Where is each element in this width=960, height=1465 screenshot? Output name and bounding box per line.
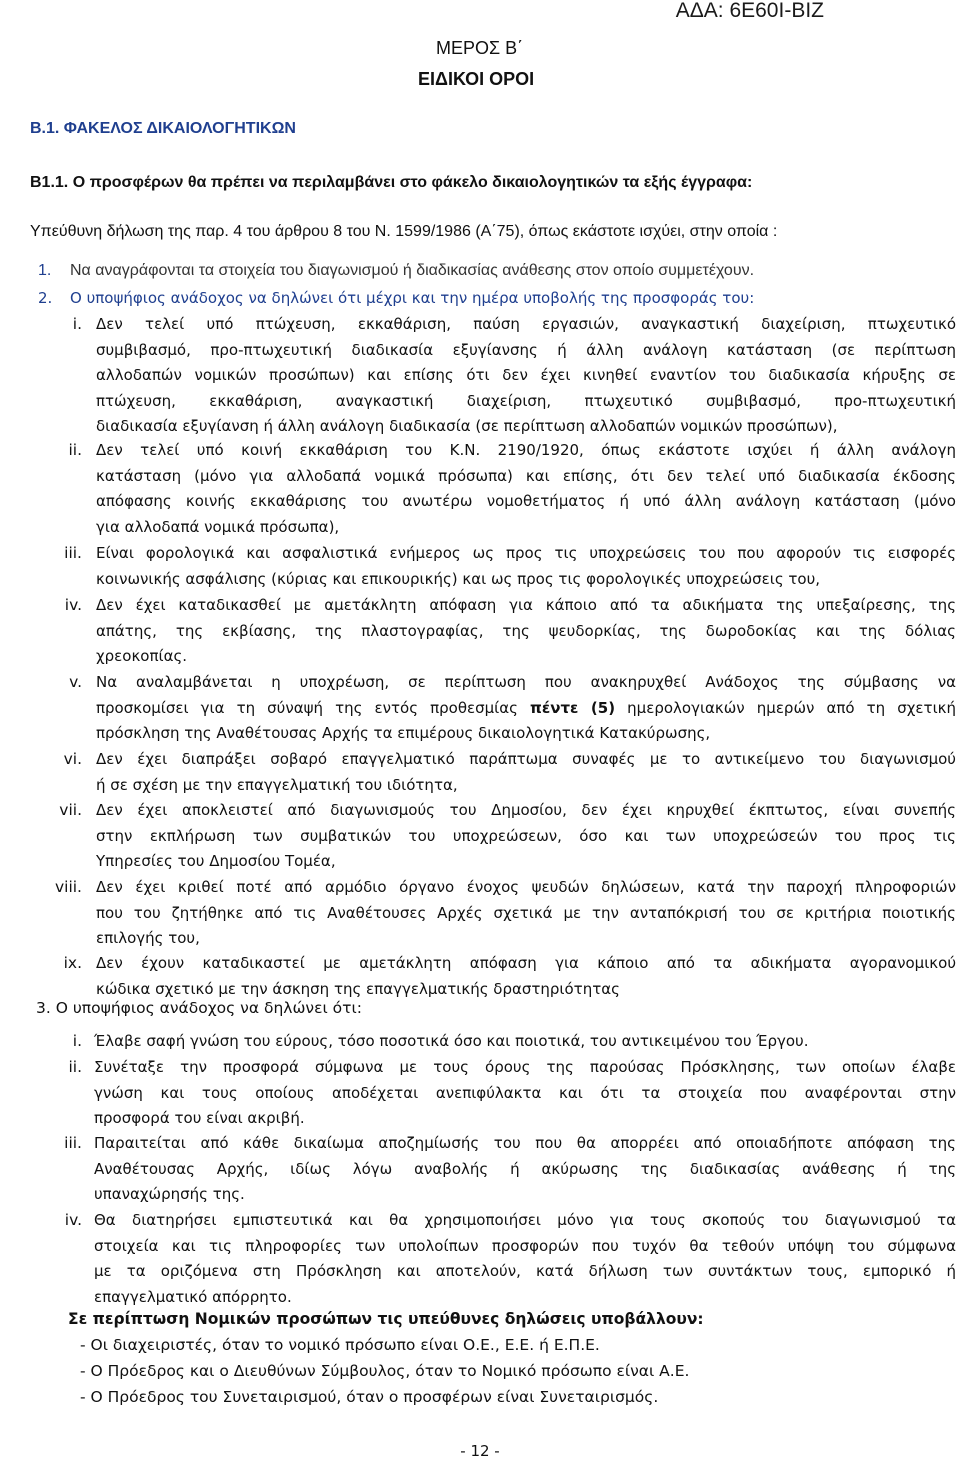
subitem-line: που του ζητήθηκε από τις Αναθέτουσες Αρχές σχετικά με την ανταπόκρισή του σε κριτήρια ποιοτικής <box>96 903 956 922</box>
subitem-line: συμβιβασμό, προ-πτωχευτική διαδικασία εξυγίανσης ή άλλη ανάλογη κατάσταση (σε περίπτωση <box>96 340 956 359</box>
subitem-line: υπαναχώρησής της. <box>94 1185 245 1204</box>
subitem-line: Συνέταξε την προσφορά σύμφωνα με τους όρους της παρούσας Πρόσκλησης, των οποίων έλαβε <box>94 1058 956 1076</box>
subitem-number: iii. <box>64 544 82 562</box>
subitem-line: Είναι φορολογικά και ασφαλιστικά ενήμερος ως προς τις υποχρεώσεις του που αφορούν τις εισφορές <box>96 544 956 562</box>
subitem-line: Δεν έχει αποκλειστεί από διαγωνισμούς του Δημοσίου, δεν έχει κηρυχθεί έκπτωτος, είναι συνεπής <box>96 801 956 819</box>
subitem-line: κατάσταση (μόνο για αλλοδαπά νομικά πρόσωπα) και επίσης, ότι δεν τελεί υπό διαδικασία έκδοσης <box>96 466 956 485</box>
subitem-number: ix. <box>63 954 82 972</box>
subitem-line: ή σε σχέση με την επαγγελματική του ιδιότητα, <box>96 775 458 794</box>
legal-persons-item: - Ο Πρόεδρος και ο Διευθύνων Σύμβουλος, όταν το Νομικό πρόσωπο είναι Α.Ε. <box>80 1362 690 1380</box>
subitem-line: Θα διατηρήσει εμπιστευτικά και θα χρησιμοποιήσει μόνο για τους σκοπούς του διαγωνισμού τα <box>94 1211 956 1229</box>
subitem-line: κοινωνικής ασφάλισης (κύριας και επικουρικής) και ως προς τις φορολογικές υποχρεώσεις του, <box>96 569 821 588</box>
subitem-line: απάτης, της εκβίασης, της πλαστογραφίας, της ψευδορκίας, της δωροδοκίας και της δόλιας <box>96 621 956 640</box>
subitem-line: πρόσκληση της Αναθέτουσας Αρχής τα επιμέρους δικαιολογητικά Κατακύρωσης, <box>96 724 711 743</box>
item1-text: Να αναγράφονται τα στοιχεία του διαγωνισμού ή διαδικασίας ανάθεσης στον οποίο συμμετέχουν. <box>70 262 755 279</box>
subitem-line: Δεν τελεί υπό κοινή εκκαθάριση του Κ.Ν. 2190/1920, όπως εκάστοτε ισχύει ή άλλη ανάλογη <box>96 441 956 459</box>
deadline-days: πέντε (5) <box>530 698 616 717</box>
subitem-number: ii. <box>68 1058 82 1076</box>
subitem-number: i. <box>72 1032 82 1050</box>
subitem-text: προσκομίσει για τη σύναψή της εντός προθεσμίας <box>96 698 531 717</box>
subitem-line: Αναθέτουσας Αρχής, ιδίως λόγω αναβολής ή ακύρωσης της διαδικασίας ανάθεσης ή της <box>94 1159 956 1178</box>
subitem-text: ημερολογιακών ημερών από τη σχετική <box>615 698 956 717</box>
item3-heading: 3. Ο υποψήφιος ανάδοχος να δηλώνει ότι: <box>36 999 362 1017</box>
item2-text: Ο υποψήφιος ανάδοχος να δηλώνει ότι μέχρι και την ημέρα υποβολής της προσφοράς του: <box>70 289 755 307</box>
subitem-line: Δεν τελεί υπό πτώχευση, εκκαθάριση, παύση εργασιών, αναγκαστική διαχείριση, πτωχευτικό <box>96 315 956 333</box>
item1-number: 1. <box>38 262 52 279</box>
subitem-line: Δεν έχει διαπράξει σοβαρό επαγγελματικό παράπτωμα συναφές με το αντικείμενο του διαγωνισμού <box>96 750 956 768</box>
subitem-line: προσφορά του είναι ακριβή. <box>94 1109 305 1128</box>
subitem-line: απόφασης κοινής εκκαθάρισης του ανωτέρω νομοθετήματος ή υπό άλλη ανάλογη κατάσταση (μόνο <box>96 492 956 511</box>
subitem-line: Παραιτείται από κάθε δικαίωμα αποζημίωσής του που θα απορρέει από οποιαδήποτε απόφαση της <box>94 1134 956 1152</box>
subitem-line <box>96 699 956 717</box>
subitem-line: Να αναλαμβάνεται η υποχρέωση, σε περίπτωση που ανακηρυχθεί Ανάδοχος της σύμβασης να <box>96 673 956 691</box>
subitem-number: iv. <box>64 1211 82 1229</box>
subitem-line: επιλογής του, <box>96 929 200 948</box>
subitem-number: iii. <box>64 1134 82 1152</box>
item2-number: 2. <box>38 289 53 307</box>
subitem-number: i. <box>72 315 82 333</box>
subitem-line: Υπηρεσίες του Δημοσίου Τομέα, <box>96 852 336 871</box>
intro-text: Υπεύθυνη δήλωση της παρ. 4 του άρθρου 8 του Ν. 1599/1986 (Α΄75), όπως εκάστοτε ισχύει, στην οποία : <box>30 223 778 240</box>
subitem-line: στην εκπλήρωση των συμβατικών του υποχρεώσεων, όσο και των υποχρεώσεών του προς τις <box>96 826 956 845</box>
subitem-line: Δεν έχει κριθεί ποτέ από αρμόδιο όργανο ένοχος ψευδών δηλώσεων, κατά την παροχή πληροφοριών <box>96 878 956 896</box>
subitem-line: Έλαβε σαφή γνώση του εύρους, τόσο ποσοτικά όσο και ποιοτικά, του αντικειμένου του Έργου. <box>94 1032 809 1050</box>
subitem-number: vii. <box>59 801 82 819</box>
subitem-number: v. <box>69 673 82 691</box>
subitem-line: Δεν έχει καταδικασθεί με αμετάκλητη απόφαση για κάποιο από τα αδικήματα της υπεξαίρεσης, της <box>96 596 956 614</box>
section-b1-heading: Β.1. ΦΑΚΕΛΟΣ ΔΙΚΑΙΟΛΟΓΗΤΙΚΩΝ <box>30 120 296 137</box>
subitem-line: κώδικα σχετικό με την άσκηση της επαγγελματικής δραστηριότητας <box>96 979 620 998</box>
section-b11-heading: Β1.1. Ο προσφέρων θα πρέπει να περιλαμβάνει στο φάκελο δικαιολογητικών τα εξής έγγραφα: <box>30 174 753 191</box>
ada-code: ΑΔΑ: 6Ε60Ι-ΒΙΖ <box>675 0 824 22</box>
page-number: - 12 - <box>460 1442 500 1460</box>
subitem-line: γνώση και τους οποίους αποδέχεται ανεπιφύλακτα και ότι τα στοιχεία που αναφέρονται στην <box>94 1083 956 1102</box>
part-title: ΜΕΡΟΣ Β΄ <box>436 38 524 58</box>
subitem-line: διαδικασία εξυγίανση ή άλλη ανάλογη διαδικασία (σε περίπτωση αλλοδαπών νομικών προσώπων), <box>96 417 838 436</box>
subitem-line: για αλλοδαπά νομικά πρόσωπα), <box>96 517 340 536</box>
subitem-line: με τα οριζόμενα στη Πρόσκληση και αποτελούν, κατά δήλωση των συντάκτων τους, εμπορικό ή <box>94 1262 956 1281</box>
subitem-line: Δεν έχουν καταδικαστεί με αμετάκλητη απόφαση για κάποιο από τα αδικήματα αγορανομικού <box>96 954 956 972</box>
subitem-number: viii. <box>54 878 82 896</box>
subitem-number: vi. <box>63 750 82 768</box>
subitem-line: πτώχευση, εκκαθάριση, αναγκαστική διαχείριση, πτωχευτικό συμβιβασμό, προ-πτωχευτική <box>96 391 956 410</box>
special-terms-title: ΕΙΔΙΚΟΙ ΟΡΟΙ <box>418 69 535 89</box>
legal-persons-heading: Σε περίπτωση Νομικών προσώπων τις υπεύθυνες δηλώσεις υποβάλλουν: <box>68 1310 704 1328</box>
legal-persons-item: - Οι διαχειριστές, όταν το νομικό πρόσωπο είναι Ο.Ε., Ε.Ε. ή Ε.Π.Ε. <box>80 1336 600 1354</box>
subitem-line: χρεοκοπίας. <box>96 647 188 666</box>
subitem-number: ii. <box>68 441 82 459</box>
subitem-line: στοιχεία και τις πληροφορίες των υπολοίπων προσφορών που τυχόν θα τεθούν υπόψη του σύμφωνα <box>94 1236 956 1255</box>
subitem-line: αλλοδαπών νομικών προσώπων) και επίσης ότι δεν έχει κινηθεί εναντίον του διαδικασία κήρυξης σε <box>96 366 956 385</box>
legal-persons-item: - Ο Πρόεδρος του Συνεταιρισμού, όταν ο προσφέρων είναι Συνεταιρισμός. <box>80 1388 659 1406</box>
subitem-line: επαγγελματικό απόρρητο. <box>94 1287 292 1306</box>
subitem-number: iv. <box>64 596 82 614</box>
